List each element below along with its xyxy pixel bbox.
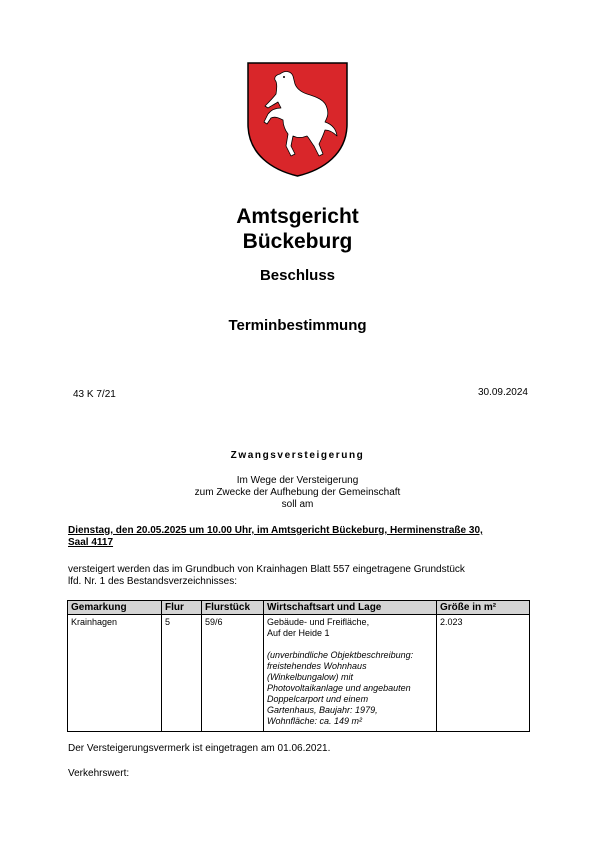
- coat-of-arms-icon: [247, 62, 348, 177]
- horse-eye: [283, 76, 285, 78]
- table-header-row: [68, 601, 530, 615]
- termin-line2: Saal 4117: [68, 537, 114, 548]
- objekt-line: (Winkelbungalow) mit: [267, 672, 353, 682]
- cell-wirtschaftsart: [264, 615, 437, 732]
- doc-title: Terminbestimmung: [228, 317, 367, 334]
- objekt-line: (unverbindliche Objektbeschreibung:: [267, 650, 414, 660]
- termin-line1: Dienstag, den 20.05.2025 um 10.00 Uhr, im Amtsgericht Bückeburg, Herminenstraße 30,: [68, 525, 483, 536]
- objekt-line: Photovoltaikanlage und angebauten: [267, 683, 411, 693]
- description-line2: lfd. Nr. 1 des Bestandsverzeichnisses:: [68, 576, 237, 587]
- intro-line2: zum Zwecke der Aufhebung der Gemeinschaft: [194, 487, 401, 498]
- intro-line1: Im Wege der Versteigerung: [236, 475, 359, 486]
- court-name-line1: Amtsgericht: [236, 205, 359, 228]
- cell-gemarkung: Krainhagen: [68, 615, 162, 732]
- case-number: 43 K 7/21: [73, 389, 116, 400]
- court-name-line2: Bückeburg: [242, 230, 353, 253]
- col-header-flurstueck: Flurstück: [202, 601, 264, 615]
- verkehrswert-label: Verkehrswert:: [68, 768, 130, 779]
- wirtschaftsart-line1: Gebäude- und Freifläche,: [267, 617, 370, 627]
- doc-type: Beschluss: [259, 267, 336, 284]
- wirtschaftsart-line2: Auf der Heide 1: [267, 628, 330, 638]
- vermerk-text: Der Versteigerungsvermerk ist eingetragen am 01.06.2021.: [68, 743, 331, 754]
- cell-flur: 5: [162, 615, 202, 732]
- section-title: Zwangsversteigerung: [230, 450, 365, 461]
- cell-flurstueck: 59/6: [202, 615, 264, 732]
- objekt-line: Doppelcarport und einem: [267, 694, 369, 704]
- document-date: 30.09.2024: [477, 387, 528, 398]
- col-header-gemarkung: Gemarkung: [68, 601, 162, 615]
- intro-line3: soll am: [281, 499, 314, 510]
- col-header-groesse: Größe in m²: [437, 601, 530, 615]
- cell-groesse: 2.023: [437, 615, 530, 732]
- table-row: [68, 615, 530, 732]
- objekt-line: Gartenhaus, Baujahr: 1979,: [267, 705, 378, 715]
- objekt-line: Wohnfläche: ca. 149 m²: [267, 716, 363, 726]
- description-line1: versteigert werden das im Grundbuch von Krainhagen Blatt 557 eingetragene Grundstück: [68, 564, 465, 575]
- col-header-flur: Flur: [162, 601, 202, 615]
- objekt-line: freistehendes Wohnhaus: [267, 661, 367, 671]
- col-header-wirtschaftsart: Wirtschaftsart und Lage: [264, 601, 437, 615]
- property-table: [67, 600, 530, 732]
